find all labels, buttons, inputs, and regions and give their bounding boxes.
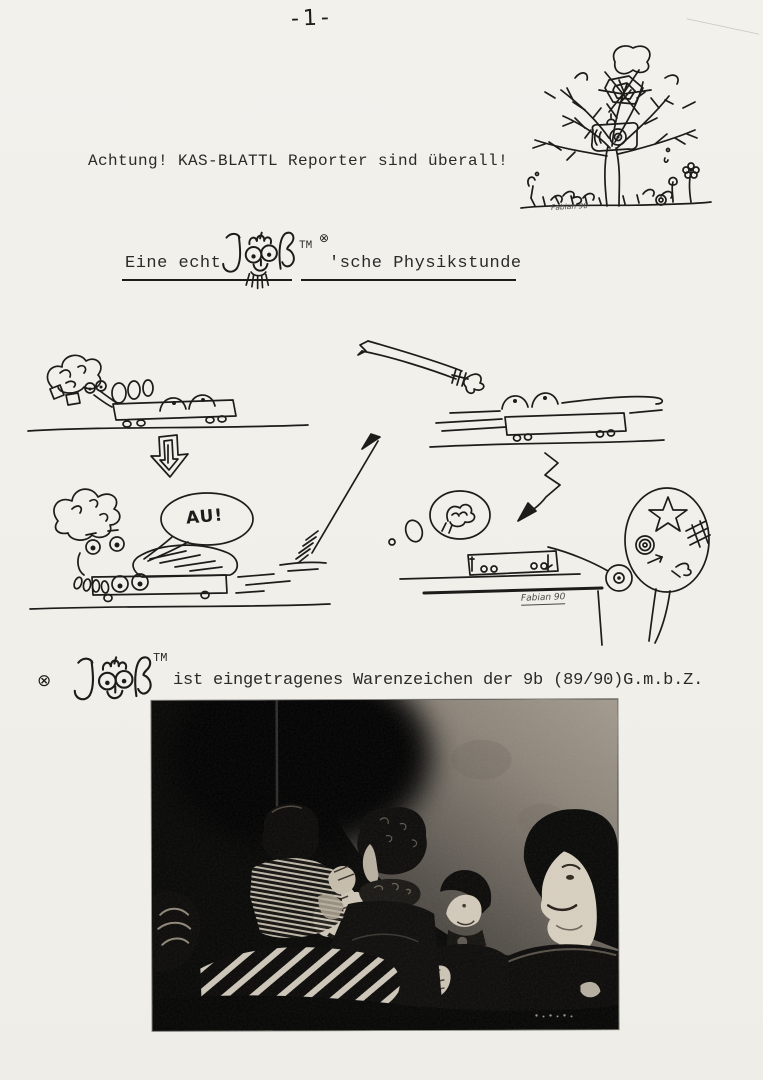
comic-panel-crash	[30, 489, 330, 609]
alert-line: Achtung! KAS-BLATTL Reporter sind überall!	[88, 152, 509, 170]
comic-panel-shove	[358, 341, 664, 447]
joob-face-doodle	[215, 224, 297, 302]
article-heading	[125, 230, 545, 314]
camera-icon	[592, 114, 638, 151]
star-icon	[649, 497, 687, 531]
registered-mark: ⊗	[37, 671, 52, 691]
heading-prefix: Eine echt	[125, 254, 222, 273]
down-arrow-icon	[151, 435, 188, 477]
tree-hidden-camera-illustration	[515, 38, 720, 226]
feather-arrow-icon	[296, 434, 380, 563]
audience-photo-image	[151, 699, 618, 1031]
flower-icon	[664, 149, 699, 203]
comic-strip	[0, 325, 763, 655]
joob-face-doodle	[66, 649, 154, 715]
grawlix-bubble	[625, 488, 710, 643]
hash-marks-icon	[686, 521, 710, 547]
thought-bubble-fist	[430, 491, 490, 539]
comic-panel-aftermath	[389, 488, 710, 645]
spiral-icon	[636, 536, 654, 554]
trademark-superscript: TM	[299, 240, 313, 252]
audience-photo	[151, 699, 618, 1031]
spider-web-icon	[599, 70, 651, 114]
paper-crease-mark	[687, 18, 760, 34]
registered-mark: ⊗	[319, 231, 330, 245]
artist-signature: Fabian 90	[520, 592, 566, 604]
trademark-superscript: TM	[153, 651, 168, 665]
page-number: -1-	[290, 5, 334, 32]
heading-underline	[122, 279, 292, 281]
heading-suffix: 'sche Physikstunde	[329, 254, 522, 273]
heading-underline	[301, 279, 516, 281]
zigzag-arrow-icon	[518, 453, 560, 521]
artist-signature: Fabian 90	[550, 201, 589, 212]
speech-bubble-text: AU!	[185, 505, 225, 529]
comic-panel-cart-push	[28, 355, 308, 431]
trademark-notice: ist eingetragenes Warenzeichen der 9b (89/90)G.m.b.Z.	[173, 671, 704, 690]
